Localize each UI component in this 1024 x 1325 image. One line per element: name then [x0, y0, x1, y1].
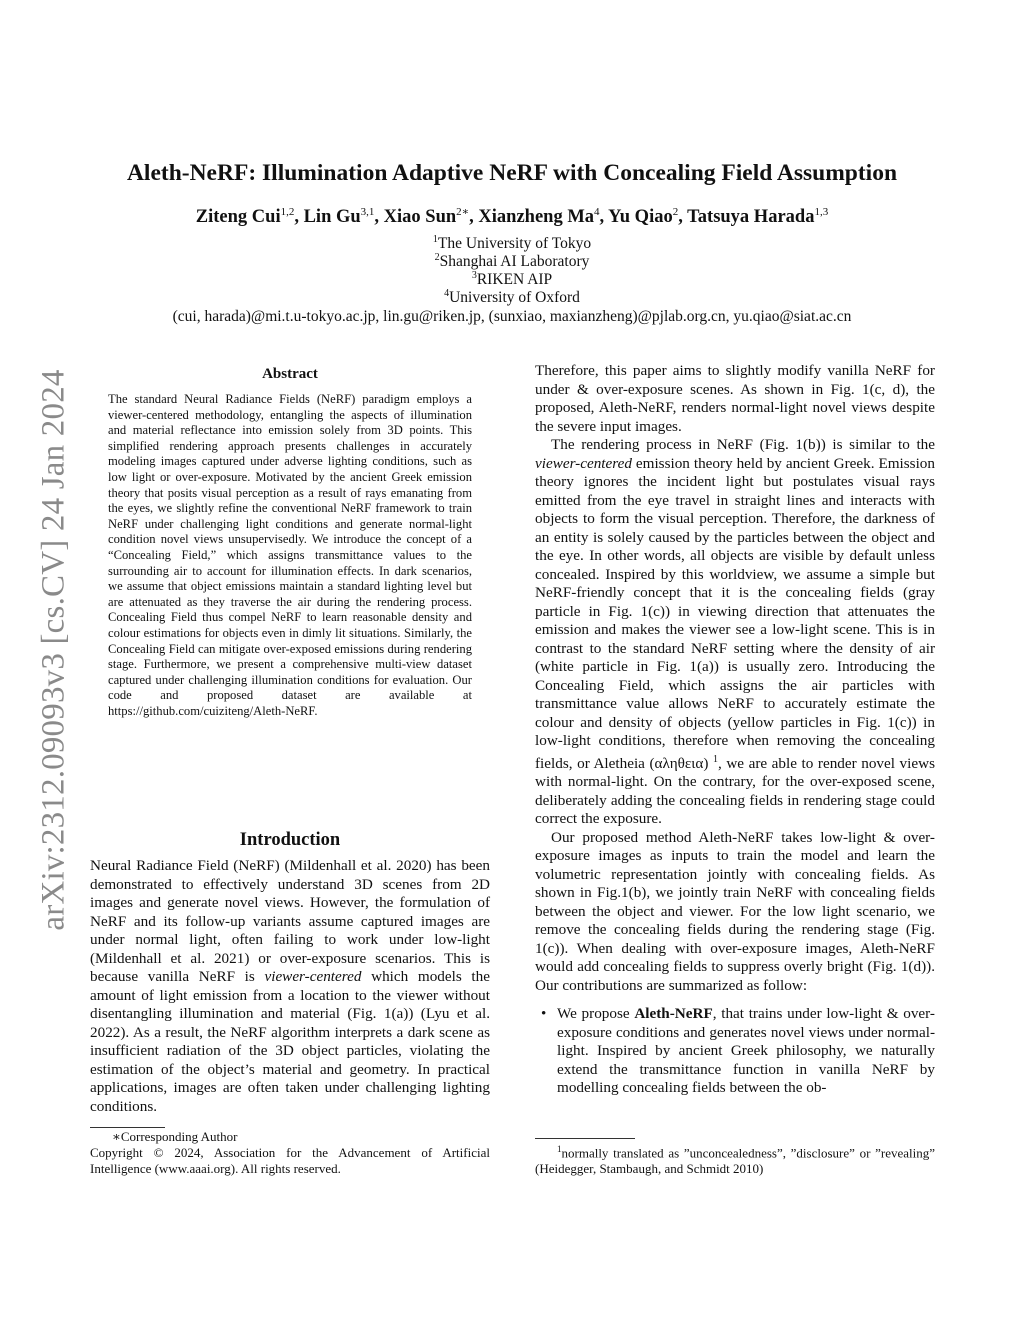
affiliation-4: $^4$University of Oxford	[444, 288, 580, 307]
abstract-heading: Abstract	[262, 366, 318, 382]
author-affiliation-marker: 2∗	[456, 206, 470, 218]
corresponding-author-note: ∗Corresponding Author	[112, 1129, 238, 1144]
introduction-heading: Introduction	[239, 830, 341, 850]
author-name: Yu Qiao	[608, 207, 673, 228]
footnote-left	[90, 1129, 490, 1177]
paragraph: The rendering process in NeRF (Fig. 1(b)) is similar to the viewer-centered emission theory held by ancient Greek. Emission theory ignores the incident light but postulates visual rays emitted from the eye travel in straight lines and interacts with objects to form the visual perception. Therefore, the darkness of an entity is solely caused by the particles between the object and the eye. In other words, all objects are visible by default unless concealed. Inspired by this worldview, we assume a simple but NeRF-friendly concept that it is the concealing fields (gray particle in Fig. 1(c)) in viewing direction that attenuates the emission and makes the viewer see a low-light scene. This is in contrast to the standard NeRF setting where the density of air (white particle in Fig. 1(a)) is usually zero. Introducing the Concealing Field, which assigns the air particles with transmittance value allows NeRF to accurately estimate the colour and density of objects (yellow particles in Fig. 1(c)) in low-light conditions, therefore when removing the concealing fields, or Aletheia (αληθεια) $^1$, we are able to render novel views with normal-light. On the contrary, for the over-exposed scene, deliberately adding the concealing fields in rendering stage could correct the exposure.	[535, 436, 935, 828]
affiliation-3: $^3$RIKEN AIP	[471, 270, 553, 289]
footnote-rule-right	[535, 1138, 635, 1139]
footnote-right: $^1$normally translated as ”unconcealedness”, ”disclosure” or ”revealing” (Heidegger, Stambaugh, and Schmidt 2010)	[535, 1144, 935, 1177]
author-list: Ziteng Cui$^{1,2}$, Lin Gu$^{3,1}$, Xiao Sun$^{2∗}$, Xianzheng Ma$^4$, Yu Qiao$^2$, Tatsuya Harada$^{1,3}$	[195, 206, 829, 228]
footnote-ref: 1	[712, 753, 718, 765]
author-emails: (cui, harada)@mi.t.u-tokyo.ac.jp, lin.gu@riken.jp, (sunxiao, maxianzheng)@pjlab.org.cn, yu.qiao@siat.ac.cn	[172, 308, 852, 325]
list-item: • We propose Aleth-NeRF, that trains under low-light & over-exposure conditions and generates novel views under normal-light. Inspired by ancient Greek philosophy, we naturally extend the transmittance function in vanilla NeRF by modelling concealing fields between the ob-	[541, 1005, 935, 1097]
bullet-icon: •	[541, 1005, 547, 1023]
author-name: Xianzheng Ma	[478, 207, 595, 228]
affiliation-1: $^1$The University of Tokyo	[432, 234, 592, 253]
author-name: Lin Gu	[303, 207, 361, 228]
author-name: Ziteng Cui	[195, 207, 281, 228]
author-affiliation-marker: 2	[672, 206, 679, 218]
author-name: Tatsuya Harada	[687, 207, 815, 228]
paper-title: Aleth-NeRF: Illumination Adaptive NeRF with Concealing Field Assumption	[126, 160, 898, 186]
footnote-rule-left	[90, 1127, 165, 1128]
paragraph: Our proposed method Aleth-NeRF takes low-light & over-exposure images as inputs to train the model and learn the volumetric representation jointly with concealing fields. As shown in Fig.1(b), we jointly train NeRF with concealing fields between the object and viewer. For the low light scenario, we remove the concealing fields during the rendering stage (Fig. 1(c)). When dealing with over-exposure images, Aleth-NeRF would add concealing fields to suppress overly bright (Fig. 1(d)). Our contributions are summarized as follow:	[535, 828, 935, 994]
copyright-note: Copyright © 2024, Association for the Advancement of Artificial Intelligence (www.aaai.org). All rights reserved.	[90, 1145, 490, 1176]
abstract-text: The standard Neural Radiance Fields (NeRF) paradigm employs a viewer-centered methodology, entangling the aspects of illumination and material reflectance into emission solely from 3D points. This simplified rendering approach presents challenges in accurately modeling images captured under adverse lighting conditions, such as low light or over-exposure. Motivated by the ancient Greek emission theory that posits visual perception as a result of rays emanating from the eyes, we slightly refine the conventional NeRF framework to train NeRF under challenging light conditions and generate normal-light condition novel views unsupervisedly. We introduce the concept of a “Concealing Field,” which assigns transmittance values to the surrounding air to account for illumination effects. In dark scenarios, we assume that object emissions maintain a standard lighting level but are attenuated as they traverse the air during the rendering process. Concealing Field thus compel NeRF to learn reasonable density and colour estimations for objects even in dimly lit situations. Similarly, the Concealing Field can mitigate over-exposed emissions during rendering stage. Furthermore, we present a comprehensive multi-view dataset captured under challenging illumination conditions for evaluation. Our code and proposed dataset are available at https://github.com/cuiziteng/Aleth-NeRF.	[108, 392, 472, 718]
author-name: Xiao Sun	[383, 207, 457, 228]
arxiv-identifier-text: arXiv:2312.09093v3 [cs.CV] 24 Jan 2024	[35, 369, 72, 931]
affiliation-2: $^2$Shanghai AI Laboratory	[434, 252, 590, 271]
right-column	[535, 362, 935, 1098]
author-affiliation-marker: 1,3	[814, 206, 829, 218]
contributions-list	[535, 1005, 935, 1098]
paragraph: Therefore, this paper aims to slightly modify vanilla NeRF for under & over-exposure scenes. As shown in Fig. 1(c, d), the proposed, Aleth-NeRF, renders normal-light novel views despite the severe input images.	[535, 362, 935, 435]
author-affiliation-marker: 3,1	[360, 206, 375, 218]
author-affiliation-marker: 1,2	[280, 206, 295, 218]
author-affiliation-marker: 4	[594, 206, 600, 218]
arxiv-identifier	[36, 350, 72, 950]
introduction-paragraph: Neural Radiance Field (NeRF) (Mildenhall et al. 2020) has been demonstrated to effectively understand 3D scenes from 2D images and generate novel views. However, the formulation of NeRF and its follow-up variants assume captured images are under normal light, often failing to work under low-light (Mildenhall et al. 2021) or over-exposure scenarios. This is because vanilla NeRF is viewer-centered which models the amount of light emission from a location to the viewer without disentangling illumination and material (Fig. 1(a)) (Lyu et al. 2022). As a result, the NeRF algorithm interprets a dark scene as insufficient radiation of the 3D object particles, violating the estimation of the object’s material and geometry. In practical applications, images are often taken under challenging lighting conditions.	[90, 857, 490, 1115]
